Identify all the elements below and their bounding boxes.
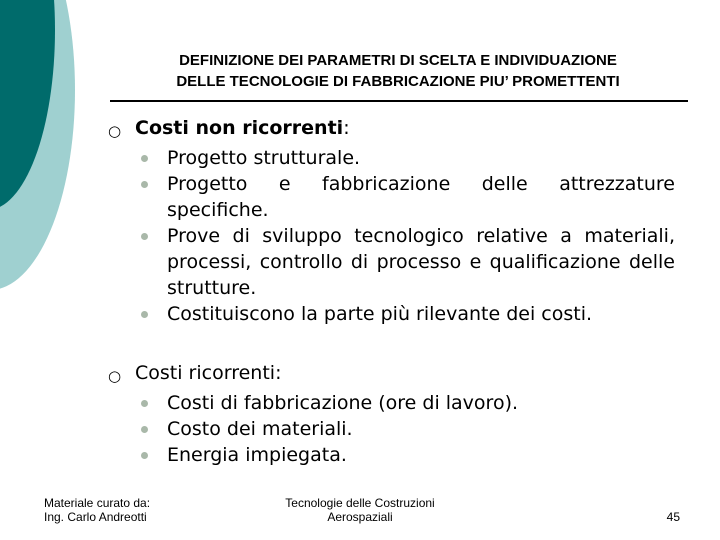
page-number: 45 [666, 510, 680, 524]
section-bullet-icon: ○ [108, 367, 122, 385]
list-item [135, 442, 675, 468]
section-heading-colon: : [275, 362, 282, 384]
list-item-text: Energia impiegata. [167, 444, 347, 466]
bullet-dot-icon [141, 426, 148, 433]
section-heading-text: Costi ricorrenti [135, 362, 276, 384]
bullet-dot-icon [141, 233, 148, 240]
list-item-text: Prove di sviluppo tecnologico relative a materiali, processi, controllo di processo e qualificazione delle strutture. [167, 225, 675, 299]
list-item-text: Costi di fabbricazione (ore di lavoro). [167, 392, 519, 414]
title-divider [110, 100, 688, 102]
section-heading-colon: : [343, 117, 350, 139]
footer-author-line-1: Materiale curato da: [44, 496, 151, 510]
list-item-text: Progetto strutturale. [167, 147, 361, 169]
title-line-1: DEFINIZIONE DEI PARAMETRI DI SCELTA E INDIVIDUAZIONE [179, 52, 617, 69]
footer-author-line-2: Ing. Carlo Andreotti [44, 510, 147, 524]
title-line-2: DELLE TECNOLOGIE DI FABBRICAZIONE PIU’ PROMETTENTI [176, 73, 620, 90]
recurring-list [135, 390, 675, 468]
section-bullet-icon: ○ [108, 122, 122, 140]
footer-course-line-1: Tecnologie delle Costruzioni [285, 496, 435, 510]
section-heading-recurring [135, 362, 281, 384]
decorative-shapes [0, 0, 110, 540]
footer-course [260, 496, 460, 524]
list-item-text: Costo dei materiali. [167, 418, 353, 440]
list-item [135, 145, 675, 171]
bullet-dot-icon [141, 181, 148, 188]
section-heading-text: Costi non ricorrenti [135, 117, 344, 139]
footer-author [44, 496, 150, 524]
bullet-dot-icon [141, 400, 148, 407]
slide-title [100, 50, 696, 92]
bullet-dot-icon [141, 452, 148, 459]
non-recurring-list [135, 145, 675, 327]
section-heading-non-recurring [135, 117, 350, 139]
bullet-dot-icon [141, 155, 148, 162]
list-item [135, 171, 675, 223]
list-item [135, 301, 675, 327]
list-item [135, 416, 675, 442]
list-item [135, 223, 675, 301]
bullet-dot-icon [141, 311, 148, 318]
footer-course-line-2: Aerospaziali [327, 510, 393, 524]
list-item-text: Progetto e fabbricazione delle attrezzature specifiche. [167, 173, 675, 221]
list-item-text: Costituiscono la parte più rilevante dei costi. [167, 303, 593, 325]
list-item [135, 390, 675, 416]
